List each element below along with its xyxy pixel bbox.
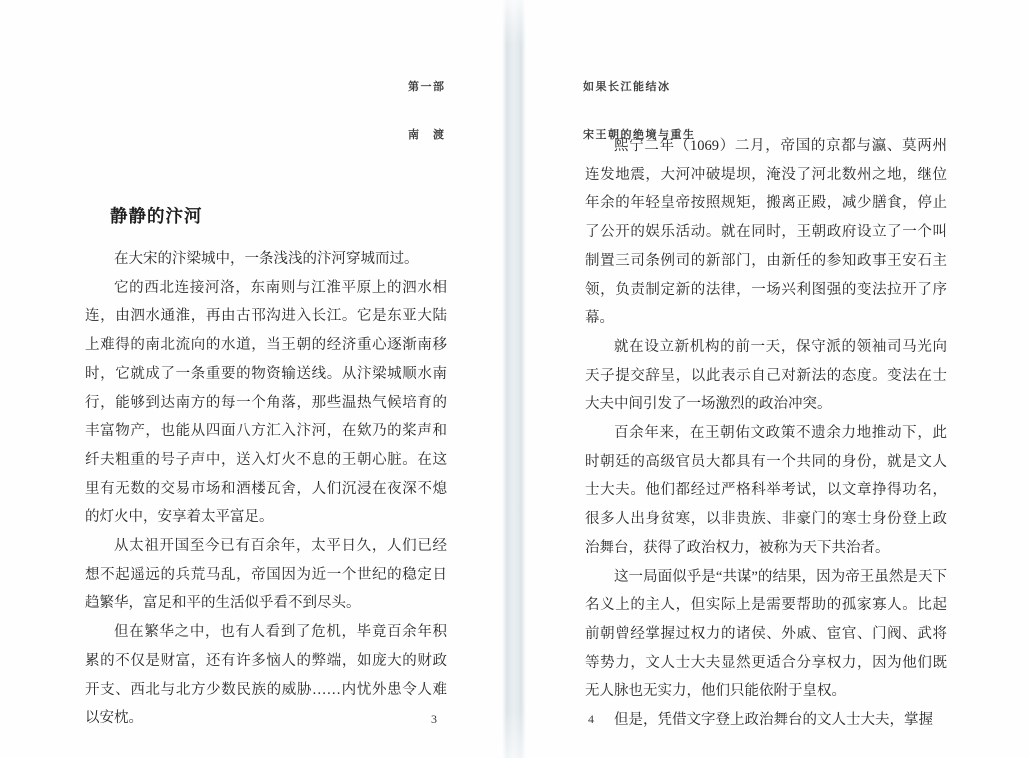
paragraph: 百余年来，在王朝佑文政策不遗余力地推动下，此时朝廷的高级官员大都具有一个共同的身份，就是文人士大夫。他们都经过严格科举考试，以文章挣得功名，很多人出身贫寒，以非贵族、非豪门的寒士身份登上政治舞台，获得了政治权力，被称为天下共治者。 — [585, 425, 947, 556]
paragraph: 就在设立新机构的前一天，保守派的领袖司马光向天子提交辞呈，以此表示自己对新法的态度。变法在士大夫中间引发了一场激烈的政治冲突。 — [585, 338, 947, 413]
running-head-book-subtitle: 宋王朝的绝境与重生 — [583, 129, 696, 141]
right-page-number: 4 — [588, 712, 594, 726]
left-running-head — [408, 47, 446, 175]
running-head-part-label: 第一部 — [408, 81, 446, 93]
paragraph: 熙宁二年（1069）二月，帝国的京都与瀛、莫两州连发地震，大河冲破堤坝，淹没了河北数州之地，继位年余的年轻皇帝按照规矩，搬离正殿，减少膳食，停止了公开的娱乐活动。就在同时，王朝政府设立了一个叫制置三司条例司的新部门，由新任的参知政事王安石主领，负责制定新的法律，一场兴利图强的变法拉开了序幕。 — [585, 138, 947, 327]
running-head-book-title: 如果长江能结冰 — [583, 81, 671, 93]
running-head-section-label: 南 渡 — [408, 129, 446, 141]
right-page — [585, 0, 947, 758]
chapter-title: 静静的汴河 — [110, 205, 203, 226]
paragraph: 但在繁华之中，也有人看到了危机，毕竟百余年积累的不仅是财富，还有许多恼人的弊端，如庞大的财政开支、西北与北方少数民族的威胁……内忧外患令人难以安枕。 — [85, 624, 447, 727]
left-page-body — [85, 245, 447, 733]
left-page-number: 3 — [431, 712, 437, 726]
book-gutter-divider — [502, 0, 526, 758]
right-page-body — [585, 132, 947, 735]
paragraph: 这一局面似乎是“共谋”的结果，因为帝王虽然是天下名义上的主人，但实际上是需要帮助的孤家寡人。比起前朝曾经掌握过权力的诸侯、外戚、宦官、门阀、武将等势力，文人士大夫显然更适合分享权力，因为他们既无人脉也无实力，他们只能依附于皇权。 — [585, 568, 947, 700]
paragraph: 它的西北连接河洛，东南则与江淮平原上的泗水相连，由泗水通淮，再由古邗沟进入长江。它是东亚大陆上难得的南北流向的水道，当王朝的经济重心逐渐南移时，它就成了一条重要的物资输送线。从汴梁城顺水南行，能够到达南方的每一个角落，那些温热气候培育的丰富物产，也能从四面八方汇入汴河，在欸乃的桨声和纤夫粗重的号子声中，送入灯火不息的王朝心脏。在这里有无数的交易市场和酒楼瓦舍，人们沉浸在夜深不熄的灯火中，安享着太平富足。 — [85, 279, 447, 526]
left-page — [85, 0, 447, 758]
paragraph: 在大宋的汴梁城中，一条浅浅的汴河穿城而过。 — [114, 251, 419, 267]
paragraph: 从太祖开国至今已有百余年，太平日久，人们已经想不起遥远的兵荒马乱，帝国因为近一个世纪的稳定日趋繁华，富足和平的生活似乎看不到尽头。 — [85, 538, 447, 612]
paragraph: 但是，凭借文字登上政治舞台的文人士大夫，掌握 — [614, 712, 933, 729]
